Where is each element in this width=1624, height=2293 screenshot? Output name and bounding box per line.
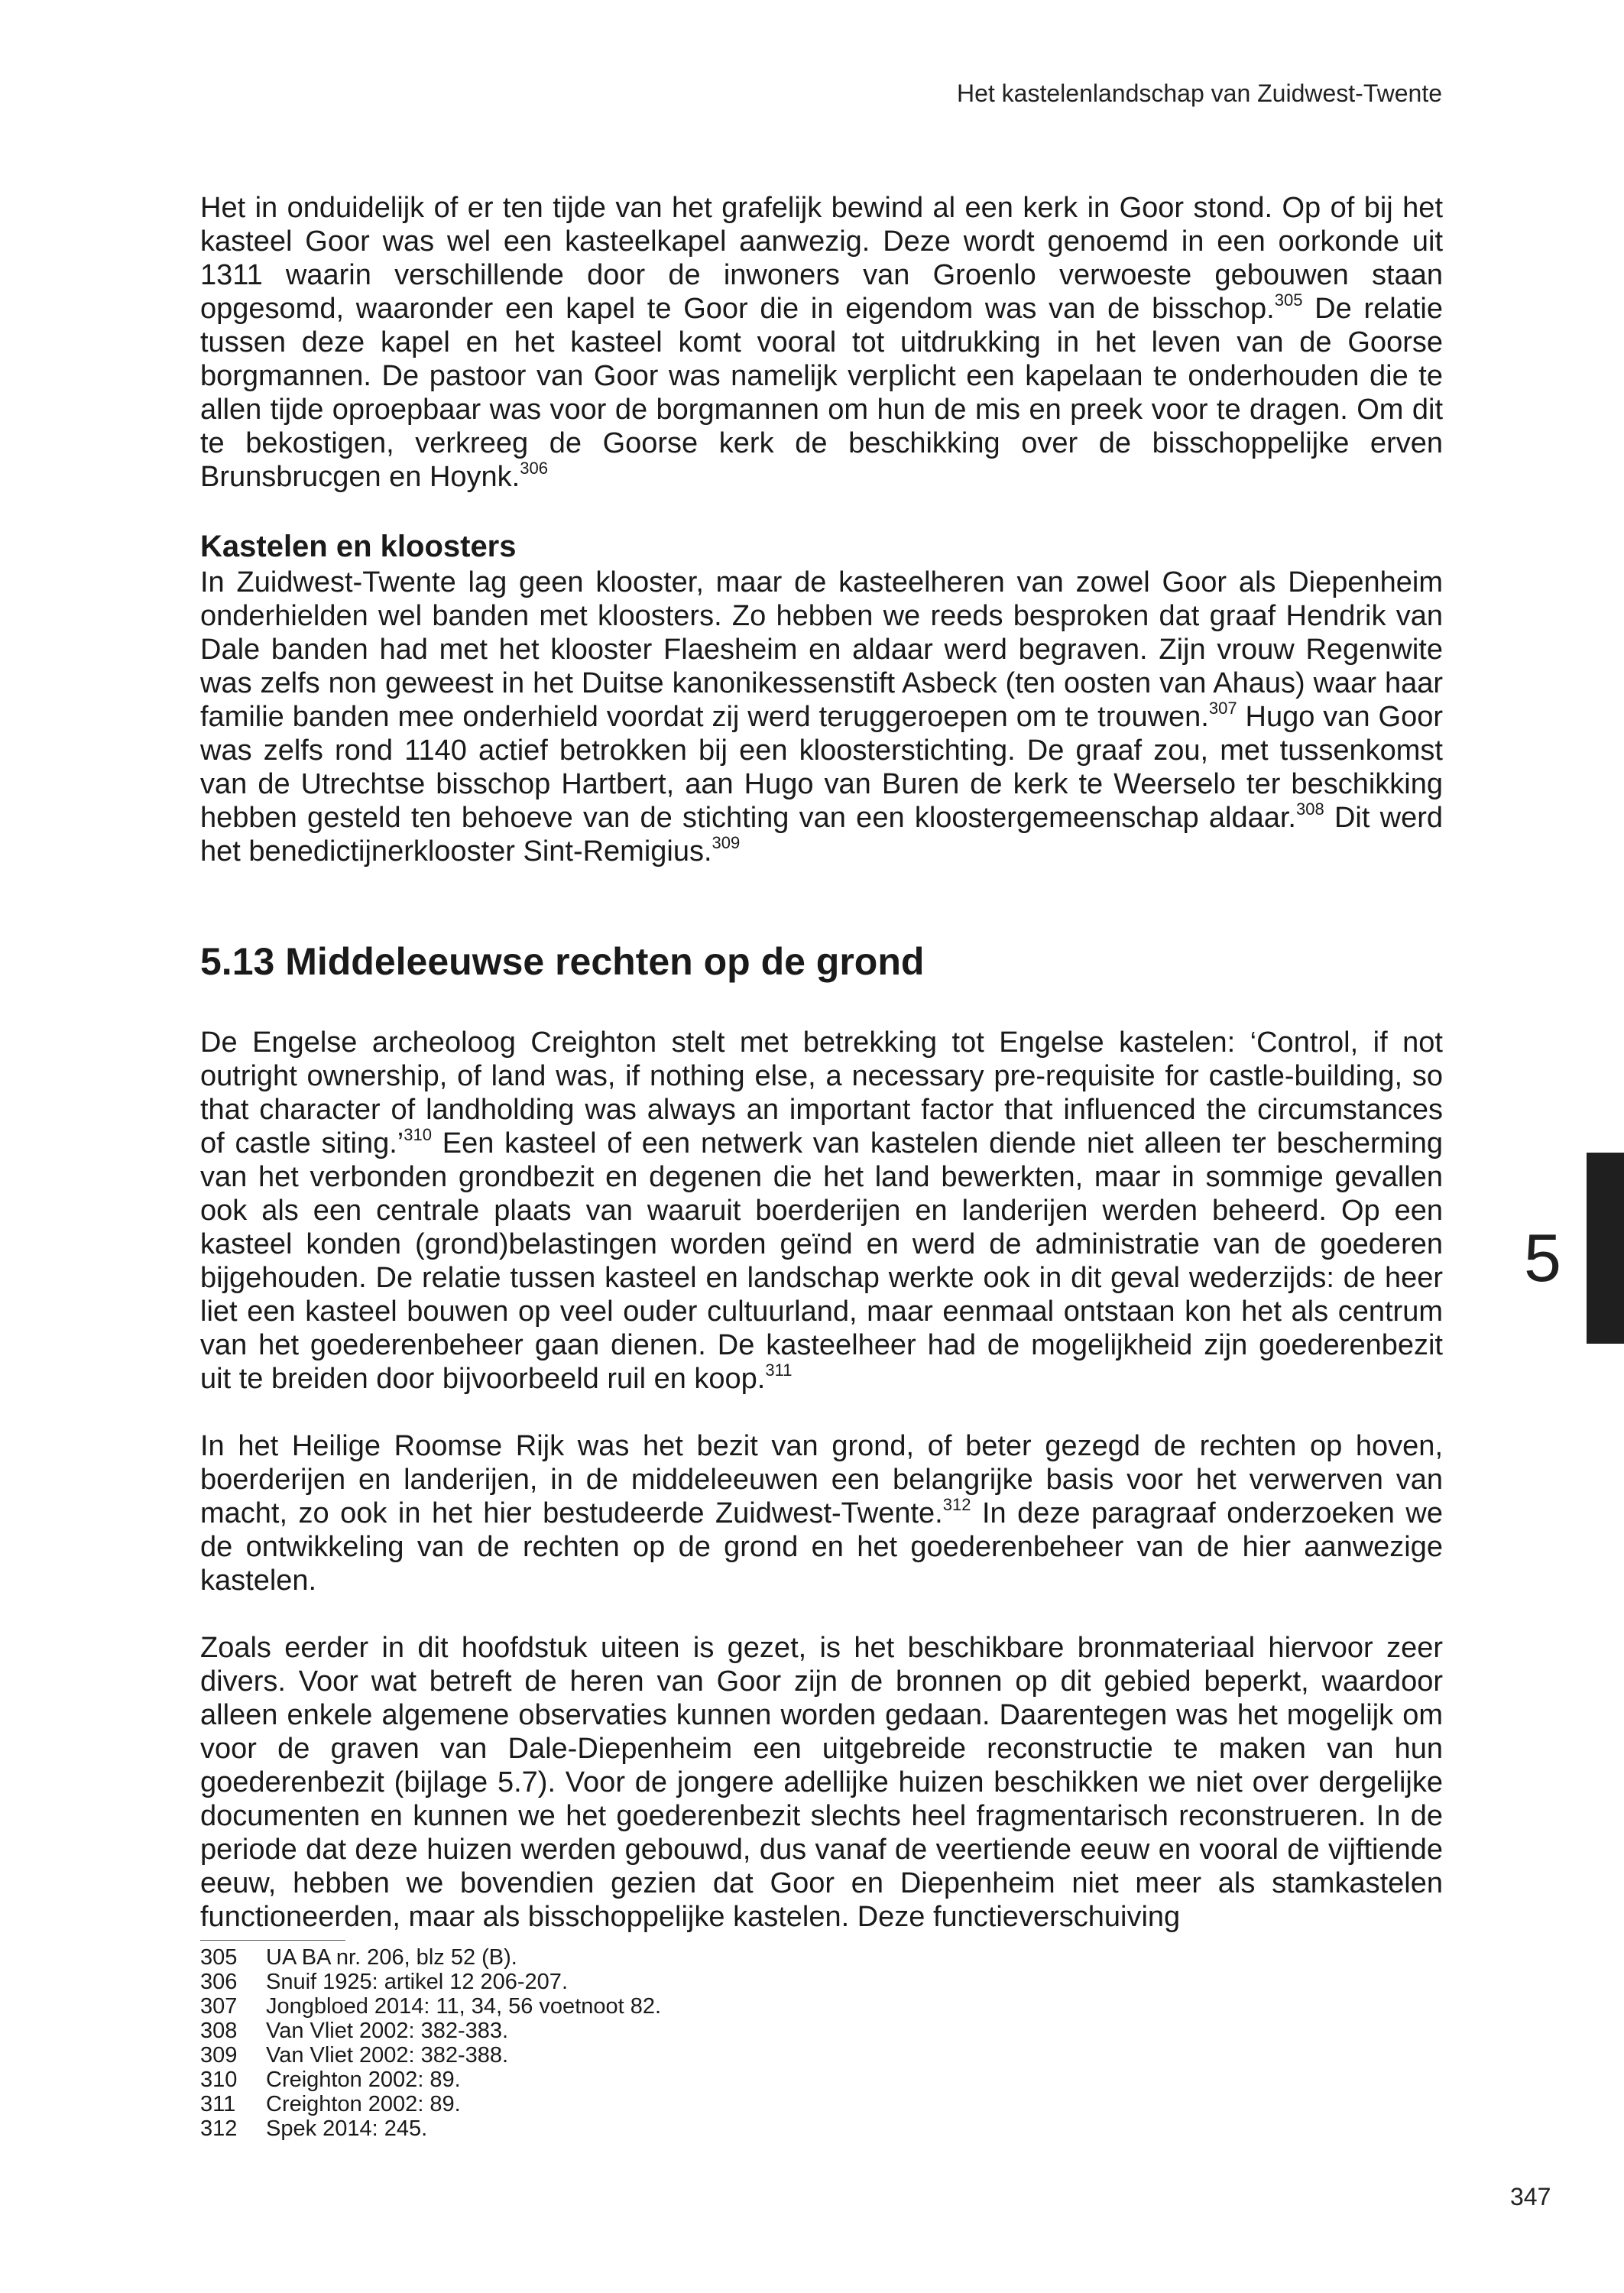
footnote-number: 308 (200, 2019, 238, 2043)
paragraph-text: In deze paragraaf onderzoeken we de ontwikkeling van de rechten op de grond en het goederenbeheer van de hier aanwezige kastelen. (200, 1497, 1443, 1597)
chapter-tab-bar (1587, 1153, 1624, 1344)
section-heading: 5.13 Middeleeuwse rechten op de grond (200, 940, 925, 983)
footnote-ref[interactable]: 309 (712, 833, 741, 852)
footnotes (200, 1945, 1443, 2141)
footnote-number: 307 (200, 1994, 238, 2019)
paragraph-text: Zoals eerder in dit hoofdstuk uiteen is gezet, is het beschikbare bronmateriaal hiervoor zeer divers. Voor wat betreft de heren van Goor zijn de bronnen op dit gebied beperkt, waardoor alleen enkele algemene observaties kunnen worden gedaan. Daarentegen was het mogelijk om voor de graven van Dale-Diepenheim een uitgebreide reconstructie te maken van hun goederenbezit (bijlage 5.7). Voor de jongere adellijke huizen beschikken we niet over dergelijke documenten en kunnen we het goederenbezit slechts heel fragmentarisch reconstrueren. In de periode dat deze huizen werden gebouwd, dus vanaf de veertiende eeuw en vooral de vijftiende eeuw, hebben we bovendien gezien dat Goor en Diepenheim niet meer als stamkastelen functioneerden, maar als bisschoppelijke kastelen. Deze functieverschuiving (200, 1632, 1443, 1933)
paragraph-text: Het in onduidelijk of er ten tijde van het grafelijk bewind al een kerk in Goor stond. Op of bij het kasteel Goor was wel een kasteelkapel aanwezig. Deze wordt genoemd in een oorkonde uit 1311 waarin verschillende door de inwoners van Groenlo verwoeste gebouwen staan opgesomd, waaronder een kapel te Goor die in eigendom was van de bisschop. (200, 192, 1443, 325)
footnote (200, 1945, 1443, 1970)
footnote-text: Creighton 2002: 89. (266, 2092, 461, 2116)
footnote-ref[interactable]: 311 (765, 1361, 793, 1380)
spacer (200, 1597, 1443, 1631)
footnote-ref[interactable]: 306 (520, 459, 548, 478)
footnote-ref[interactable]: 307 (1208, 699, 1237, 718)
footnote-ref[interactable]: 310 (404, 1125, 432, 1144)
footnote-text: Snuif 1925: artikel 12 206-207. (266, 1970, 568, 1994)
paragraph-text: In het Heilige Roomse Rijk was het bezit van grond, of beter gezegd de rechten op hoven, boerderijen en landerijen, in de middeleeuwen een belangrijke basis voor het verwerven van macht, zo ook in het hier bestudeerde Zuidwest-Twente. (200, 1430, 1443, 1529)
footnote-ref[interactable]: 308 (1295, 799, 1324, 819)
footnote-ref[interactable]: 312 (942, 1495, 971, 1514)
paragraph-text: Dit werd het benedictijnerklooster Sint-Remigius. (200, 802, 1443, 868)
footnote-number: 309 (200, 2043, 238, 2068)
footnote-ref[interactable]: 305 (1274, 290, 1303, 310)
spacer (200, 1396, 1443, 1429)
footnote-text: UA BA nr. 206, blz 52 (B). (266, 1945, 517, 1970)
paragraph-sources (200, 1631, 1443, 1934)
footnote-number: 312 (200, 2116, 238, 2141)
running-header: Het kastelenlandschap van Zuidwest-Twente (956, 79, 1442, 107)
paragraph-castle-chapel (200, 191, 1443, 494)
footnote (200, 1970, 1443, 1994)
spacer (200, 494, 1443, 527)
footnote-text: Jongbloed 2014: 11, 34, 56 voetnoot 82. (266, 1994, 662, 2019)
paragraph-text: In Zuidwest-Twente lag geen klooster, maar de kasteelheren van zowel Goor als Diepenheim onderhielden wel banden met kloosters. Zo hebben we reeds besproken dat graaf Hendrik van Dale banden had met het klooster Flaesheim en aldaar werd begraven. Zijn vrouw Regenwite was zelfs non geweest in het Duitse kanonikessenstift Asbeck (ten oosten van Ahaus) waar haar familie banden mee onderhield voordat zij werd teruggeroepen om te trouwen. (200, 566, 1443, 733)
footnote-number: 311 (200, 2092, 236, 2116)
chapter-number: 5 (1524, 1220, 1561, 1296)
footnote-text: Van Vliet 2002: 382-388. (266, 2043, 509, 2068)
footnote-text: Creighton 2002: 89. (266, 2068, 461, 2092)
paragraph-monasteries (200, 566, 1443, 868)
paragraph-creighton (200, 1026, 1443, 1396)
page-number: 347 (1510, 2183, 1551, 2210)
footnote-number: 305 (200, 1945, 238, 1970)
footnote (200, 2116, 1443, 2141)
paragraph-text: De relatie tussen deze kapel en het kasteel komt vooral tot uitdrukking in het leven van de Goorse borgmannen. De pastoor van Goor was namelijk verplicht een kapelaan te onderhouden die te allen tijde oproepbaar was voor de borgmannen om hun de mis en preek voor te dragen. Om dit te bekostigen, verkreeg de Goorse kerk de beschikking over de bisschoppelijke erven Brunsbrucgen en Hoynk. (200, 293, 1443, 493)
paragraph-text: De Engelse archeoloog Creighton stelt met betrekking tot Engelse kastelen: ‘Control, if not outright ownership, of land was, if nothing else, a necessary pre-requisite for castle-building, so that character of landholding was always an important factor that influenced the circumstances of castle siting.’ (200, 1026, 1443, 1159)
footnote-text: Van Vliet 2002: 382-383. (266, 2019, 509, 2043)
paragraph-text: Hugo van Goor was zelfs rond 1140 actief betrokken bij een kloosterstichting. De graaf zou, met tussenkomst van de Utrechtse bisschop Hartbert, aan Hugo van Buren de kerk te Weerselo ter beschikking hebben gesteld ten behoeve van de stichting van een kloostergemeenschap aldaar. (200, 701, 1443, 834)
subheading: Kastelen en kloosters (200, 530, 517, 563)
footnote-text: Spek 2014: 245. (266, 2116, 428, 2141)
footnote (200, 2068, 1443, 2092)
paragraph-holy-roman-empire (200, 1429, 1443, 1597)
footnote (200, 1994, 1443, 2019)
page-body (200, 191, 1443, 2141)
footnote-number: 310 (200, 2068, 238, 2092)
footnote (200, 2043, 1443, 2068)
footnote-divider (200, 1940, 345, 1941)
footnote-number: 306 (200, 1970, 238, 1994)
paragraph-text: Een kasteel of een netwerk van kastelen diende niet alleen ter bescherming van het verbonden grondbezit en degenen die het land bewerkten, maar in sommige gevallen ook als een centrale plaats van waaruit boerderijen en landerijen werden beheerd. Op een kasteel konden (grond)belastingen worden geïnd en werd de administratie van de goederen bijgehouden. De relatie tussen kasteel en landschap werkte ook in dit geval wederzijds: de heer liet een kasteel bouwen op veel ouder cultuurland, maar eenmaal ontstaan kon het als centrum van het goederenbeheer gaan dienen. De kasteelheer had de mogelijkheid zijn goederenbezit uit te breiden door bijvoorbeeld ruil en koop. (200, 1127, 1443, 1395)
footnote (200, 2019, 1443, 2043)
footnote (200, 2092, 1443, 2116)
